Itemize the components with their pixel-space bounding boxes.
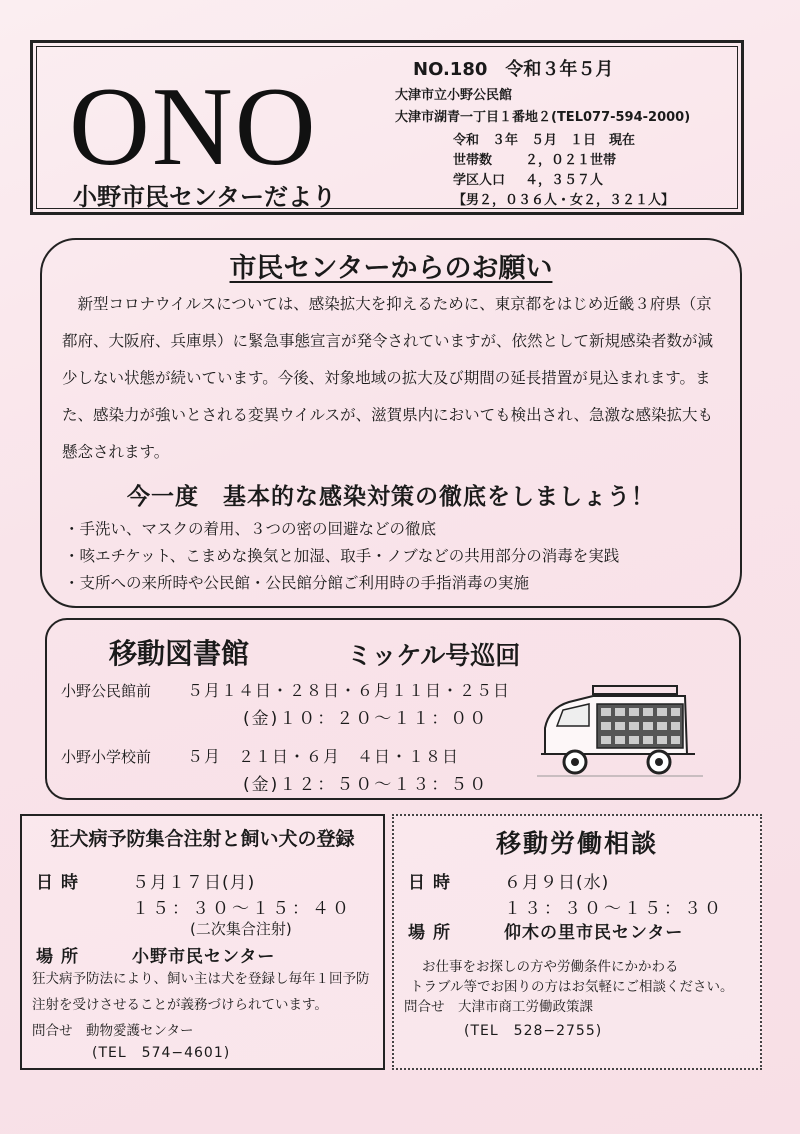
labor-description-2: トラブル等でお困りの方はお気軽にご相談ください。 <box>410 979 734 995</box>
rabies-contact: 問合せ 動物愛護センター <box>32 1023 194 1039</box>
publisher-info <box>395 85 690 129</box>
notice-body: 新型コロナウイルスについては、感染拡大を抑えるために、東京都をはじめ近畿３府県（京都府、大阪府、兵庫県）に緊急事態宣言が発令されていますが、依然として新規感染者数が減少しない状態が続いています。今後、対象地域の拡大及び期間の延長措置が見込まれます。また、感染力が強いとされる変異ウイルスが、滋賀県内においても検出され、急激な感染拡大も懸念されます。 <box>62 295 714 461</box>
time-value: １５：３０～１５：４０ <box>132 899 352 919</box>
masthead <box>30 40 744 215</box>
rabies-tel: (TEL 574−4601) <box>92 1045 231 1061</box>
notice-list <box>64 516 619 597</box>
date-label: 日時 <box>408 873 458 893</box>
place-label: 場所 <box>408 923 458 943</box>
notice-title: 市民センターからのお願い <box>229 253 553 284</box>
labor-consultation-box <box>392 814 762 1070</box>
rabies-vaccination-box <box>20 814 385 1070</box>
labor-title: 移動労働相談 <box>495 829 658 858</box>
publisher-name: 大津市立小野公民館 <box>395 88 513 103</box>
date-value: ６月９日(水) <box>504 873 610 893</box>
place-value: 仰木の里市民センター <box>504 923 684 943</box>
gender-breakdown: 【男２，０３６人・女２，３２１人】 <box>453 193 675 208</box>
list-item: ・咳エチケット、こまめな換気と加湿、取手・ノブなどの共用部分の消毒を実践 <box>64 547 620 565</box>
masthead-logo: ONO <box>69 65 318 189</box>
population-stats <box>453 131 674 211</box>
place-label: 場所 <box>36 947 86 967</box>
households-value: ２，０２１世帯 <box>525 153 617 168</box>
date-label: 日時 <box>36 873 86 893</box>
notice-box <box>40 238 742 608</box>
stop-dates: ５月 ２１日・６月 ４日・１８日 <box>187 747 460 766</box>
population-label: 学区人口 <box>453 173 506 188</box>
notice-slogan: 今一度 基本的な感染対策の徹底をしましょう！ <box>127 484 655 510</box>
population-value: ４，３５７人 <box>525 173 604 188</box>
library-title: 移動図書館 <box>109 637 250 670</box>
stop-time: (金)１０：２０～１１：００ <box>243 709 489 729</box>
publisher-address: 大津市湖青一丁目１番地２(TEL077-594-2000) <box>395 110 691 125</box>
secondary-note: (二次集合注射) <box>190 920 292 938</box>
mobile-library-box <box>45 618 741 800</box>
list-item: ・支所への来所時や公民館・公民館分館ご利用時の手指消毒の実施 <box>64 574 530 592</box>
time-value: １３：３０～１５：３０ <box>504 899 724 919</box>
stop-place: 小野小学校前 <box>61 748 152 766</box>
stop-dates: ５月１４日・２８日・６月１１日・２５日 <box>187 681 511 700</box>
date-value: ５月１７日(月) <box>132 873 256 893</box>
labor-contact: 問合せ 大津市商工労働政策課 <box>404 999 593 1015</box>
labor-tel: (TEL 528−2755) <box>464 1023 603 1039</box>
masthead-subtitle: 小野市民センターだより <box>73 183 337 211</box>
households-label: 世帯数 <box>453 153 493 168</box>
list-item: ・手洗い、マスクの着用、３つの密の回避などの徹底 <box>64 520 437 538</box>
issue-number: NO.180 令和３年５月 <box>413 59 614 80</box>
mobile-library-bus-icon <box>535 682 705 786</box>
stats-date: 令和 ３年 ５月 １日 現在 <box>453 133 636 148</box>
library-vehicle-name: ミッケル号巡回 <box>347 641 521 670</box>
stop-place: 小野公民館前 <box>61 682 152 700</box>
labor-description-1: お仕事をお探しの方や労働条件にかかわる <box>422 959 679 975</box>
rabies-description: 狂犬病予防法により、飼い主は犬を登録し毎年１回予防注射を受けさせることが義務づけられています。 <box>32 971 370 1013</box>
stop-time: (金)１２：５０～１３：５０ <box>243 775 489 795</box>
rabies-title: 狂犬病予防集合注射と飼い犬の登録 <box>50 828 355 850</box>
place-value: 小野市民センター <box>132 947 276 967</box>
